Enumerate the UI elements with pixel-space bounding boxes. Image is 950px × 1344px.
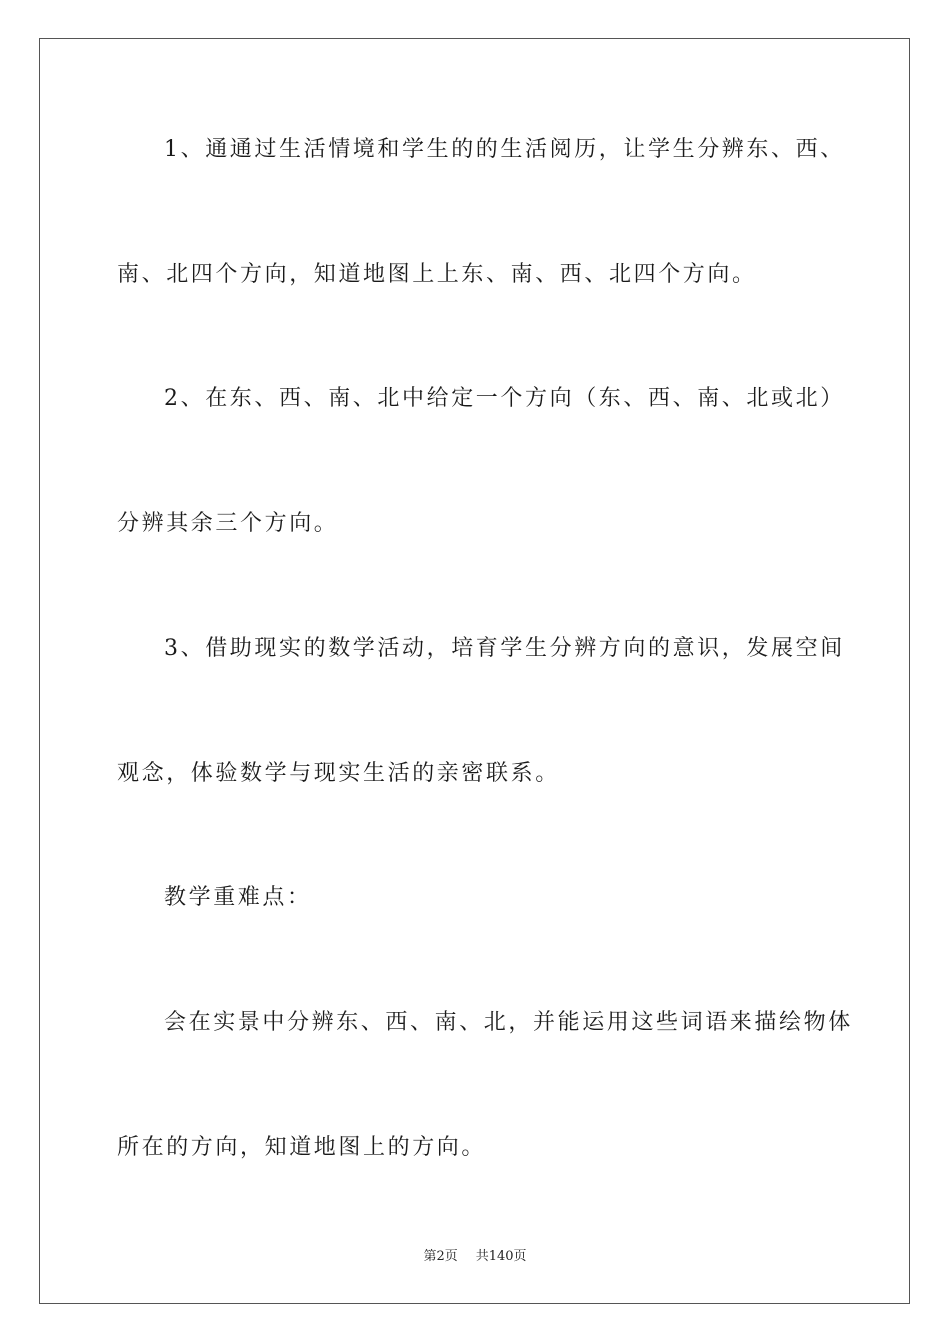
paragraph-1-line-2: 南、北四个方向，知道地图上上东、南、西、北四个方向。 (117, 262, 757, 287)
page-footer (0, 1248, 950, 1266)
paragraph-1-line-1: 1、通通过生活情境和学生的的生活阅历，让学生分辨东、西、 (164, 137, 845, 162)
section-heading: 教学重难点： (164, 885, 312, 910)
page-border (39, 38, 910, 1304)
page-number: 第2页 (423, 1249, 458, 1264)
paragraph-2-line-2: 分辨其余三个方向。 (117, 511, 339, 536)
paragraph-2-line-1: 2、在东、西、南、北中给定一个方向（东、西、南、北或北） (164, 386, 845, 411)
paragraph-4-line-2: 所在的方向，知道地图上的方向。 (117, 1135, 487, 1160)
paragraph-3-line-1: 3、借助现实的数学活动，培育学生分辨方向的意识，发展空间 (164, 636, 845, 661)
paragraph-4-line-1: 会在实景中分辨东、西、南、北，并能运用这些词语来描绘物体 (164, 1010, 853, 1035)
page-total: 共140页 (475, 1249, 527, 1264)
paragraph-3-line-2: 观念，体验数学与现实生活的亲密联系。 (117, 761, 560, 786)
